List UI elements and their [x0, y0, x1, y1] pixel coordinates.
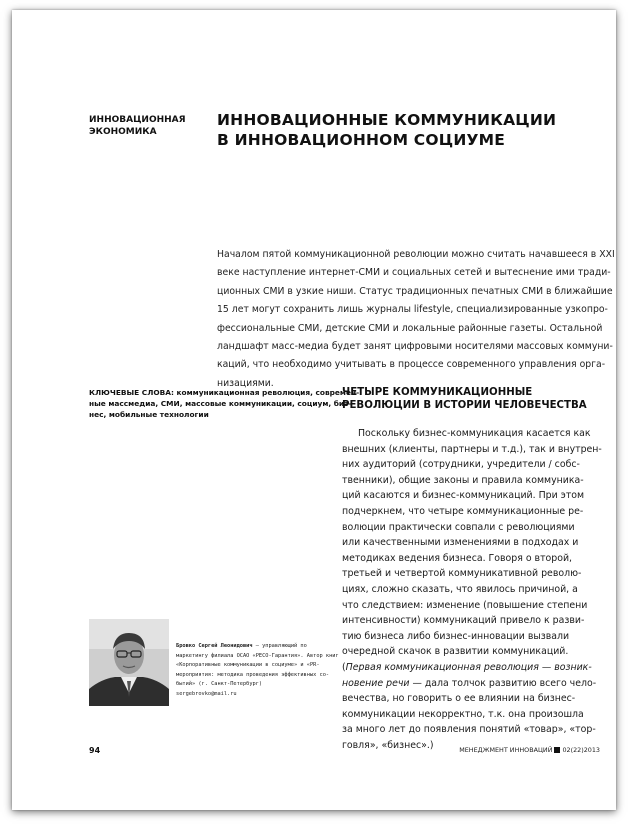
- body-line: методиках ведения бизнеса. Говоря о второй,: [342, 552, 573, 564]
- body-italic: Первая коммуникационная революция — возник-: [345, 661, 592, 673]
- bio-line: [176, 642, 336, 652]
- square-separator-icon: [554, 747, 560, 753]
- body-line: [342, 676, 598, 692]
- abstract-line: 15 лет могут сохранить лишь журналы lifestyle, специализированные узкопро-: [217, 304, 608, 316]
- author-name: Бровко Сергей Леонидович: [176, 643, 253, 649]
- body-line: [342, 660, 598, 676]
- body-line: волюции практически совпали с революциями: [342, 521, 575, 533]
- bio-fragment: — управляющий по: [252, 643, 307, 649]
- body-line: подчеркнем, что четыре коммуникационные ре-: [342, 505, 584, 517]
- body-fragment: — дала толчок развитию всего чело-: [409, 677, 597, 689]
- body-line: что следствием: изменение (повышение степени: [342, 599, 588, 611]
- body-line: говля», «бизнес».): [342, 739, 434, 751]
- abstract-line: ландшафт масс-медиа будет занят цифровыми носителями массовых коммуни-: [217, 341, 613, 353]
- section-heading-line: ЧЕТЫРЕ КОММУНИКАЦИОННЫЕ: [342, 387, 533, 398]
- keywords-line: нес, мобильные технологии: [89, 410, 209, 419]
- body-line: Поскольку бизнес-коммуникация касается как: [358, 428, 591, 439]
- body-line: коммуникации некорректно, т.к. она произошла: [342, 708, 584, 720]
- abstract-line: низациями.: [217, 377, 274, 389]
- abstract-line: веке наступление интернет-СМИ и социальных сетей и вытеснение ими тради-: [217, 267, 611, 279]
- section-heading-line: РЕВОЛЮЦИИ В ИСТОРИИ ЧЕЛОВЕЧЕСТВА: [342, 400, 587, 411]
- keywords-line: ные массмедиа, СМИ, массовые коммуникации, социум, биз-: [89, 399, 352, 408]
- body-line: за много лет до появления понятий «товар», «тор-: [342, 724, 596, 736]
- bio-line: бытий» (г. Санкт-Петербург): [176, 681, 263, 688]
- body-line: очередной скачок в развитии коммуникаций.: [342, 646, 569, 658]
- journal-name: МЕНЕДЖМЕНТ ИННОВАЦИЙ: [459, 746, 553, 754]
- author-photo: [89, 619, 169, 706]
- body-line: ций касаются и бизнес-коммуникаций. При этом: [342, 490, 585, 502]
- section-label-line: ЭКОНОМИКА: [89, 127, 157, 137]
- abstract-line: ционных СМИ в узкие ниши. Статус традиционных печатных СМИ в ближайшие: [217, 285, 613, 297]
- body-line: интенсивности) коммуникаций привело к разви-: [342, 615, 585, 627]
- bio-line: мероприятия: методика проведения эффективных со-: [176, 671, 330, 678]
- footer: [450, 746, 600, 754]
- section-heading: [342, 386, 602, 412]
- section-label: [89, 114, 199, 138]
- keywords: [89, 387, 360, 420]
- abstract-line: каций, что необходимо учитывать в процессе современного управления орга-: [217, 359, 606, 371]
- abstract-line: фессиональные СМИ, детские СМИ и локальные районные газеты. Остальной: [217, 322, 603, 334]
- body-text: [342, 426, 602, 753]
- body-line: внешних (клиенты, партнеры и т.д.), так и внутрен-: [342, 443, 602, 455]
- article-title: [217, 110, 597, 150]
- bio-line: «Корпоративные коммуникации в социуме» и «PR-: [176, 662, 320, 669]
- author-portrait-image: [89, 619, 169, 706]
- section-label-line: ИННОВАЦИОННАЯ: [89, 115, 186, 125]
- body-italic: новение речи: [342, 677, 410, 689]
- issue-number: 02(22)2013: [562, 746, 600, 754]
- body-paren: (: [342, 661, 346, 673]
- article-title-line: ИННОВАЦИОННЫЕ КОММУНИКАЦИИ: [217, 111, 557, 129]
- keywords-line: КЛЮЧЕВЫЕ СЛОВА: коммуникационная революция, современ-: [89, 388, 360, 397]
- abstract-line: Началом пятой коммуникационной революции можно считать начавшееся в XXI: [217, 249, 615, 260]
- body-line: третьей и четвертой коммуникативной револю-: [342, 568, 582, 580]
- body-line: циях, сложно сказать, что явилось причиной, а: [342, 583, 578, 595]
- bio-line: маркетингу филиала ОСАО «РЕСО-Гарантия». Автор книг: [176, 652, 339, 659]
- abstract: [217, 246, 615, 393]
- author-email: sergebrovko@mail.ru: [176, 690, 237, 697]
- body-line: вечества, но говорить о ее влиянии на бизнес-: [342, 693, 576, 705]
- body-line: твенники), общие законы и правила коммуника-: [342, 474, 584, 486]
- article-title-line: В ИННОВАЦИОННОМ СОЦИУМЕ: [217, 131, 506, 149]
- body-line: тию бизнеса либо бизнес-инновации вызвали: [342, 630, 570, 642]
- magazine-page: [12, 10, 616, 810]
- body-line: или качественными изменениями в подходах и: [342, 537, 579, 549]
- author-bio: [176, 642, 339, 700]
- body-line: них аудиторий (сотрудники, учредители / собс-: [342, 459, 580, 471]
- page-number: 94: [89, 746, 101, 755]
